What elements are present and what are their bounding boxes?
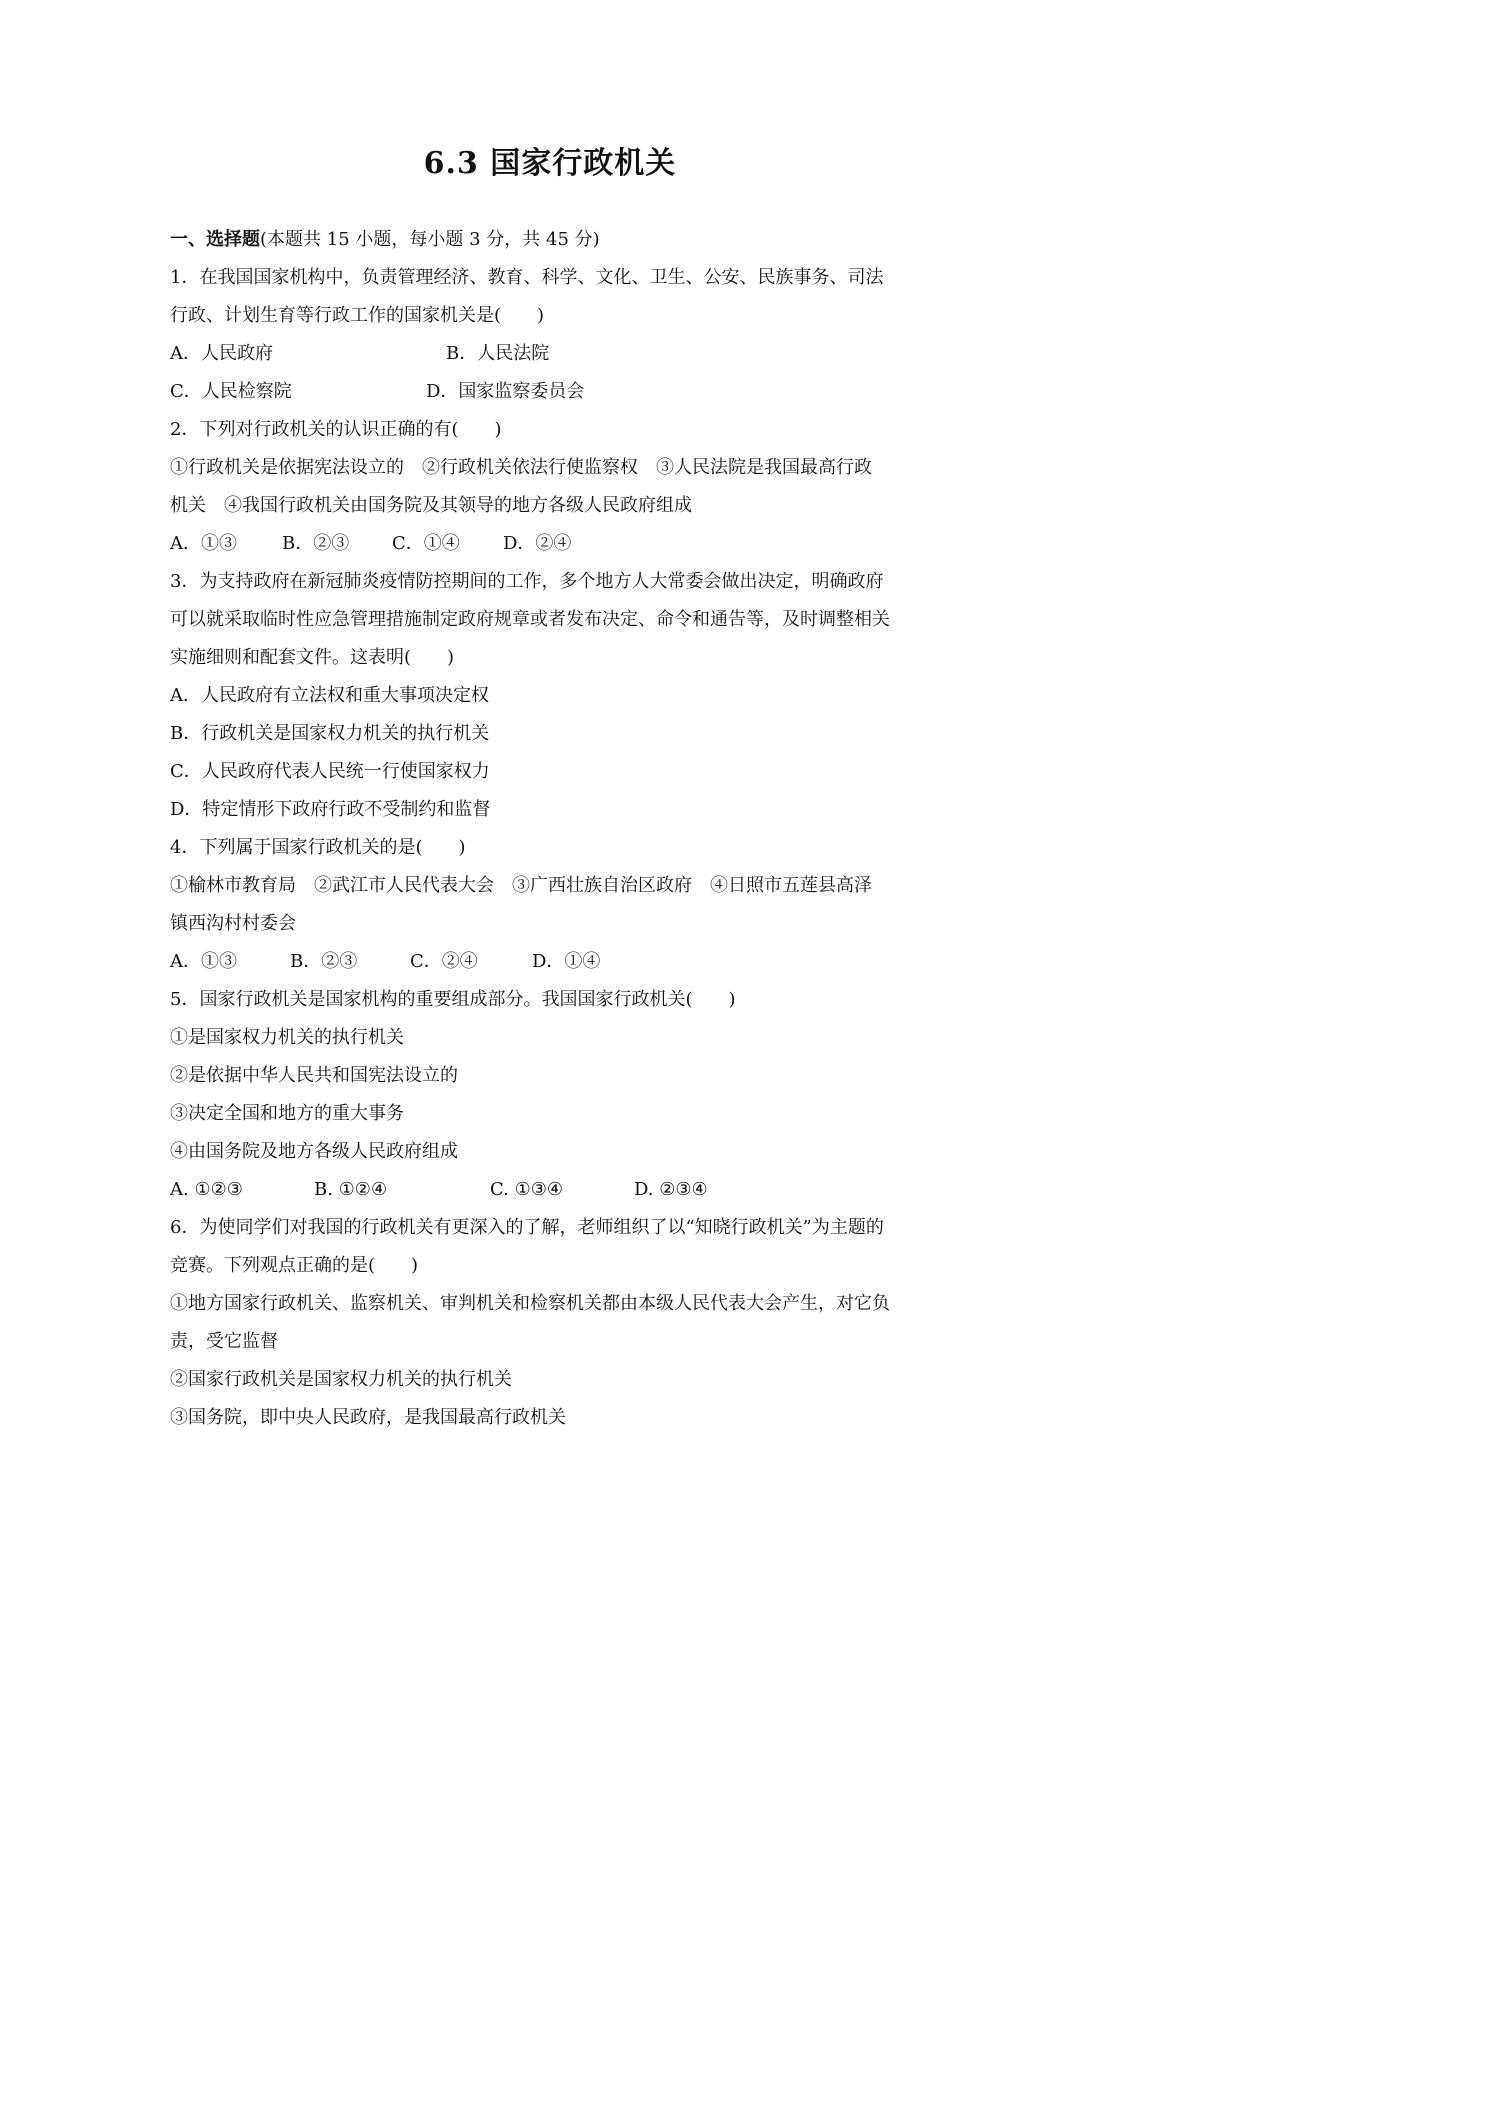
section-heading: 一、选择题 xyxy=(170,229,260,250)
question-5-option-a: A. ①②③ xyxy=(170,1179,243,1200)
question-6-statement-1-line1: ①地方国家行政机关、监察机关、审判机关和检察机关都由本级人民代表大会产生，对它负 xyxy=(170,1293,890,1314)
question-6-stem-line1: 6．为使同学们对我国的行政机关有更深入的了解，老师组织了以“知晓行政机关”为主题的 xyxy=(170,1217,884,1238)
question-1-stem-line1: 1．在我国国家机构中，负责管理经济、教育、科学、文化、卫生、公安、民族事务、司法 xyxy=(170,267,884,288)
question-6-statement-2: ②国家行政机关是国家权力机关的执行机关 xyxy=(170,1369,512,1390)
question-3-stem-line3: 实施细则和配套文件。这表明( ) xyxy=(170,647,455,668)
question-4-option-c: C．②④ xyxy=(410,951,478,972)
question-2-stem: 2．下列对行政机关的认识正确的有( ) xyxy=(170,419,502,440)
question-1-option-a: A．人民政府 xyxy=(170,343,273,364)
question-4-option-b: B．②③ xyxy=(290,951,358,972)
question-2-option-a: A．①③ xyxy=(170,533,237,554)
question-2-option-d: D．②④ xyxy=(503,533,572,554)
question-2-statements-line1: ①行政机关是依据宪法设立的 ②行政机关依法行使监察权 ③人民法院是我国最高行政 xyxy=(170,457,872,478)
question-2-option-b: B．②③ xyxy=(282,533,350,554)
question-4-statements-line1: ①榆林市教育局 ②武江市人民代表大会 ③广西壮族自治区政府 ④日照市五莲县高泽 xyxy=(170,875,872,896)
question-5-statement-1: ①是国家权力机关的执行机关 xyxy=(170,1027,404,1048)
section-note: (本题共 15 小题，每小题 3 分，共 45 分) xyxy=(260,229,600,250)
question-5-stem: 5．国家行政机关是国家机构的重要组成部分。我国国家行政机关( ) xyxy=(170,989,736,1010)
question-5-option-d: D. ②③④ xyxy=(634,1179,708,1200)
question-3-stem-line1: 3．为支持政府在新冠肺炎疫情防控期间的工作，多个地方人大常委会做出决定，明确政府 xyxy=(170,571,884,592)
question-5-statement-4: ④由国务院及地方各级人民政府组成 xyxy=(170,1141,458,1162)
question-3-option-b: B．行政机关是国家权力机关的执行机关 xyxy=(170,723,490,744)
question-3-option-d: D．特定情形下政府行政不受制约和监督 xyxy=(170,799,491,820)
question-1-option-c: C．人民检察院 xyxy=(170,381,292,402)
question-1-option-b: B．人民法院 xyxy=(446,343,550,364)
question-6-statement-1-line2: 责，受它监督 xyxy=(170,1331,278,1352)
question-2-statements-line2: 机关 ④我国行政机关由国务院及其领导的地方各级人民政府组成 xyxy=(170,495,692,516)
question-5-option-c: C. ①③④ xyxy=(490,1179,563,1200)
question-1-stem-line2: 行政、计划生育等行政工作的国家机关是( ) xyxy=(170,305,545,326)
question-6-stem-line2: 竞赛。下列观点正确的是( ) xyxy=(170,1255,419,1276)
question-3-option-a: A．人民政府有立法权和重大事项决定权 xyxy=(170,685,489,706)
question-5-option-b: B. ①②④ xyxy=(314,1179,388,1200)
question-6-statement-3: ③国务院，即中央人民政府，是我国最高行政机关 xyxy=(170,1407,566,1428)
question-3-option-c: C．人民政府代表人民统一行使国家权力 xyxy=(170,761,490,782)
page-title: 6.3 国家行政机关 xyxy=(423,146,677,181)
question-2-option-c: C．①④ xyxy=(392,533,460,554)
question-5-statement-3: ③决定全国和地方的重大事务 xyxy=(170,1103,404,1124)
question-5-statement-2: ②是依据中华人民共和国宪法设立的 xyxy=(170,1065,458,1086)
question-1-option-d: D．国家监察委员会 xyxy=(426,381,585,402)
section-header xyxy=(170,229,600,251)
question-4-stem: 4．下列属于国家行政机关的是( ) xyxy=(170,837,466,858)
question-4-option-d: D．①④ xyxy=(532,951,601,972)
question-3-stem-line2: 可以就采取临时性应急管理措施制定政府规章或者发布决定、命令和通告等，及时调整相关 xyxy=(170,609,890,630)
question-4-statements-line2: 镇西沟村村委会 xyxy=(170,913,296,934)
question-4-option-a: A．①③ xyxy=(170,951,237,972)
